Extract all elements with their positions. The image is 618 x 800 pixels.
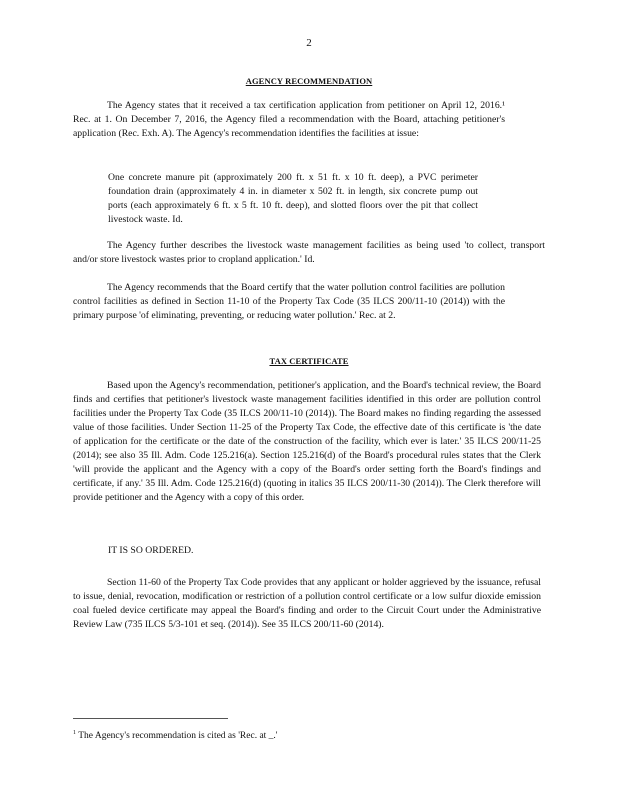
tax-certificate-heading	[0, 356, 618, 366]
page-number: 2	[306, 37, 312, 49]
agency-recommendation-heading	[0, 76, 618, 86]
facility-description-quote: One concrete manure pit (approximately 200 ft. x 51 ft. x 10 ft. deep), a PVC perimeter foundation drain (approximately 4 in. in diameter x 502 ft. in length, six concrete pump out ports (each approximately 6 ft. x 5 ft. 10 ft. deep), and slotted floors over the pit that collect livestock waste. Id.	[108, 172, 478, 225]
agency-describes-paragraph: The Agency further describes the livestock waste management facilities as being used 'to collect, transport and/or store livestock wastes prior to cropland application.' Id.	[73, 240, 545, 265]
agency-recommendation-heading-text: AGENCY RECOMMENDATION	[245, 76, 373, 86]
footnote-marker: 1	[73, 730, 76, 736]
it-is-so-ordered: IT IS SO ORDERED.	[108, 545, 194, 556]
footnote-divider	[73, 718, 228, 719]
tax-certificate-heading-text: TAX CERTIFICATE	[269, 356, 349, 366]
agency-receipt-paragraph: The Agency states that it received a tax certification application from petitioner on April 12, 2016.¹ Rec. at 1. On December 7, 2016, the Agency filed a recommendation with the Board, attaching petitioner's application (Rec. Exh. A). The Agency's recommendation identifies the facilities at issue:	[73, 100, 505, 139]
agency-recommends-paragraph: The Agency recommends that the Board certify that the water pollution control facilities are pollution control facilities as defined in Section 11-10 of the Property Tax Code (35 ILCS 200/11-10 (2014)) with the primary purpose 'of eliminating, preventing, or reducing water pollution.' Rec. at 2.	[73, 282, 505, 321]
tax-certificate-findings-paragraph: Based upon the Agency's recommendation, petitioner's application, and the Board's technical review, the Board finds and certifies that petitioner's livestock waste management facilities identified in this order are pollution control facilities under the Property Tax Code (35 ILCS 200/11-10 (2014)). The Board makes no finding regarding the assessed value of those facilities. Under Section 11-25 of the Property Tax Code, the effective date of this certificate is 'the date of application for the certificate or the date of the construction of the facility, which ever is later.' 35 ILCS 200/11-25 (2014); see also 35 Ill. Adm. Code 125.216(a). Section 125.216(d) of the Board's procedural rules states that the Clerk 'will provide the applicant and the Agency with a copy of the Board's order setting forth the Board's findings and certificate, if any.' 35 Ill. Adm. Code 125.216(d) (quoting in italics 35 ILCS 200/11-30 (2014)). The Clerk therefore will provide petitioner and the Agency with a copy of this order.	[73, 380, 541, 503]
footnote-text: The Agency's recommendation is cited as 'Rec. at _.'	[78, 731, 278, 742]
footnote	[73, 730, 278, 741]
appeal-rights-paragraph: Section 11-60 of the Property Tax Code provides that any applicant or holder aggrieved by the issuance, refusal to issue, denial, revocation, modification or restriction of a pollution control certificate or a low sulfur dioxide emission coal fueled device certificate may appeal the Board's finding and order to the Circuit Court under the Administrative Review Law (735 ILCS 5/3-101 et seq. (2014)). See 35 ILCS 200/11-60 (2014).	[73, 577, 541, 630]
